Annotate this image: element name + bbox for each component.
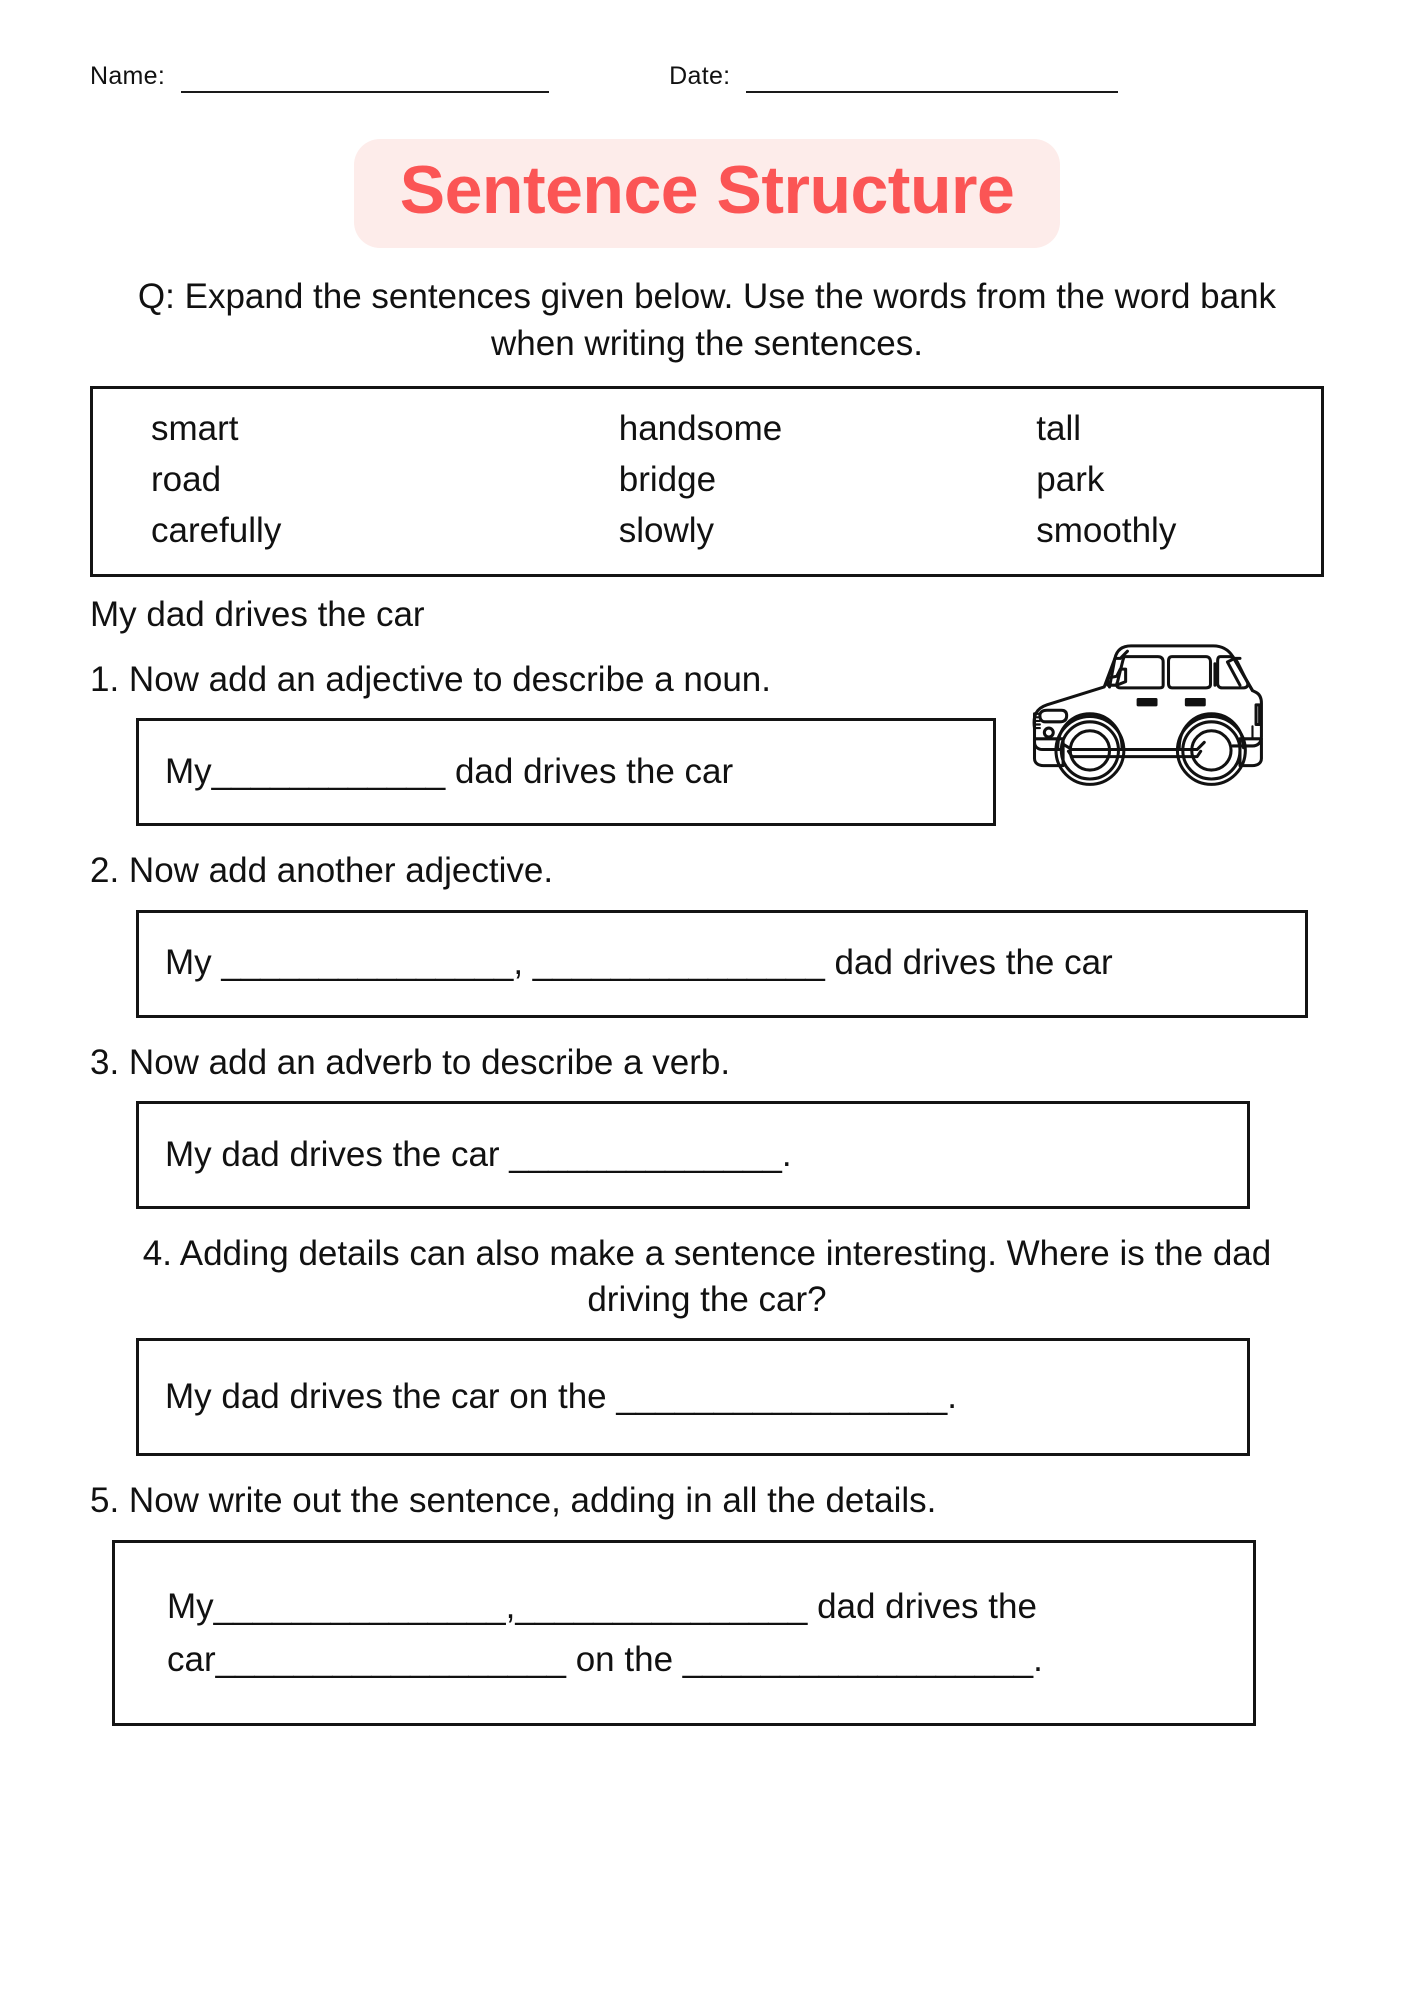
answer-line-5a: My_______________,_______________ dad drives the	[167, 1586, 1037, 1626]
answer-line-5b: car__________________ on the __________________.	[167, 1639, 1043, 1679]
name-field-group	[90, 62, 549, 93]
answer-line-3: My dad drives the car ______________.	[165, 1134, 792, 1174]
prompt-5: 5. Now write out the sentence, adding in all the details.	[90, 1481, 937, 1521]
word-bank-word: road	[151, 459, 222, 499]
prompt-3: 3. Now add an adverb to describe a verb.	[90, 1042, 731, 1082]
answer-block-5	[115, 1560, 1051, 1706]
prompt-2: 2. Now add another adjective.	[90, 851, 554, 891]
answer-line-2: My _______________, _______________ dad drives the car	[165, 943, 1113, 983]
word-bank-word: carefully	[151, 510, 282, 550]
answer-line-4: My dad drives the car on the _________________.	[165, 1376, 957, 1416]
title-badge	[354, 139, 1061, 248]
page-title: Sentence Structure	[399, 152, 1015, 228]
answer-box-2[interactable]	[136, 910, 1308, 1018]
instruction-text: Q: Expand the sentences given below. Use the words from the word bank when writing the sentences.	[137, 276, 1277, 363]
answer-box-3[interactable]	[136, 1101, 1250, 1209]
word-bank-row	[93, 403, 1321, 454]
answer-box-4[interactable]	[136, 1338, 1250, 1456]
prompt-4: 4. Adding details can also make a sentence interesting. Where is the dad driving the car?	[142, 1234, 1272, 1319]
word-bank-word: tall	[1036, 408, 1082, 448]
base-sentence: My dad drives the car	[90, 594, 425, 634]
word-bank-word: slowly	[618, 510, 715, 550]
date-write-line[interactable]	[746, 91, 1118, 93]
date-field-group	[669, 62, 1118, 93]
word-bank-word: smart	[151, 408, 239, 448]
word-bank-word: bridge	[618, 459, 717, 499]
word-bank-word: handsome	[618, 408, 783, 448]
word-bank	[90, 386, 1324, 577]
item-1-row	[90, 702, 1324, 826]
word-bank-word: park	[1036, 459, 1105, 499]
name-label: Name:	[90, 62, 166, 90]
word-bank-row	[93, 505, 1321, 556]
title-wrap	[90, 139, 1324, 248]
word-bank-row	[93, 454, 1321, 505]
name-date-row	[90, 0, 1324, 93]
answer-box-5[interactable]	[112, 1540, 1256, 1726]
car-illustration	[1022, 622, 1290, 802]
name-write-line[interactable]	[181, 91, 549, 93]
prompt-1: 1. Now add an adjective to describe a noun.	[90, 659, 771, 699]
word-bank-word: smoothly	[1036, 510, 1177, 550]
answer-box-1[interactable]	[136, 718, 996, 826]
date-label: Date:	[669, 62, 731, 90]
answer-line-1: My____________ dad drives the car	[165, 751, 734, 791]
